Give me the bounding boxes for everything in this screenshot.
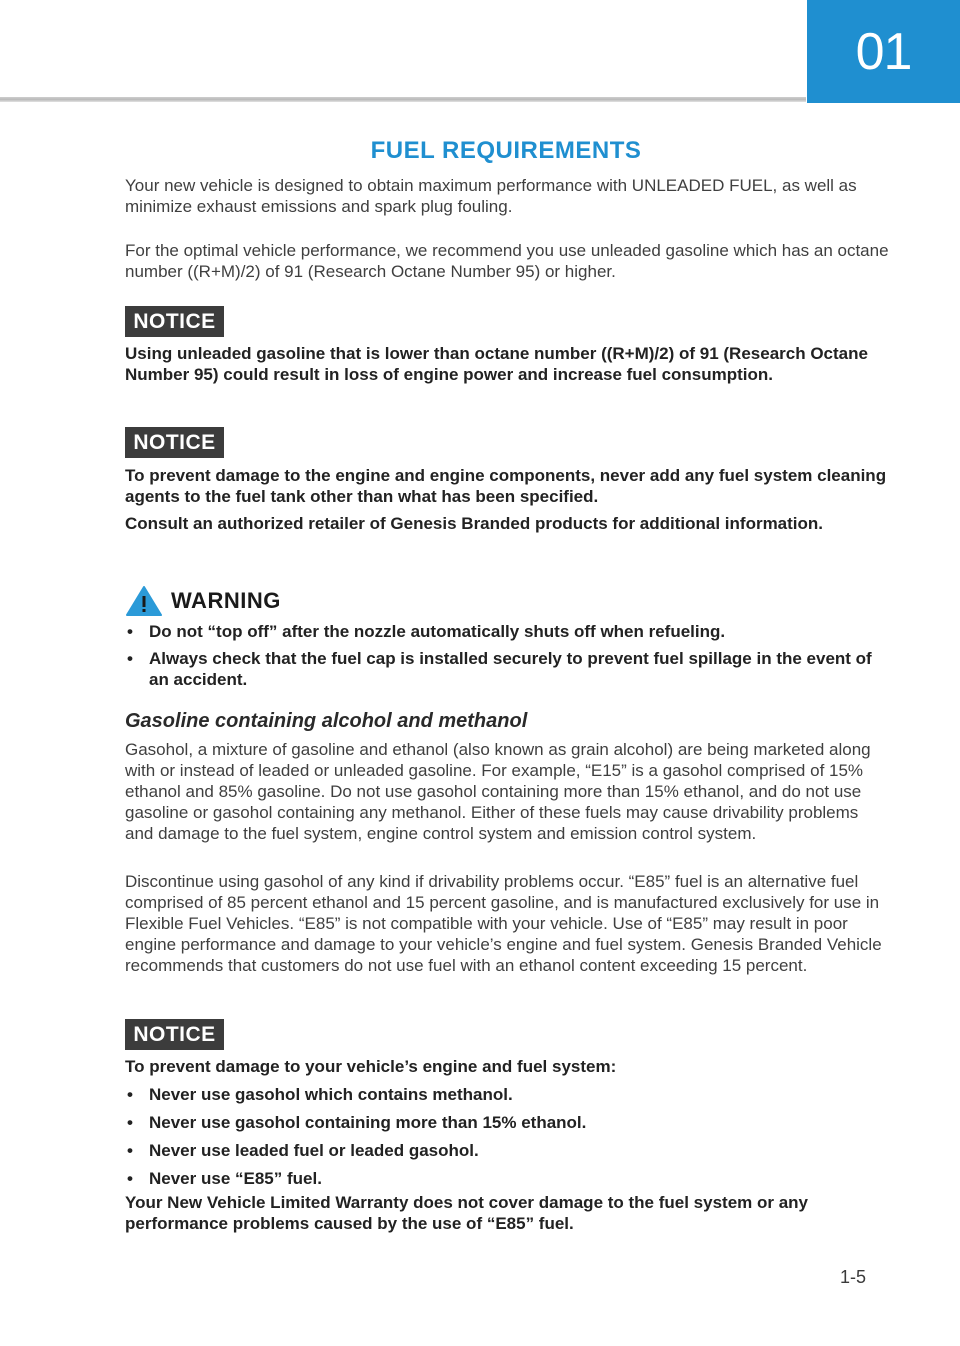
warning-item [125,621,890,642]
notice-1-text: Using unleaded gasoline that is lower than octane number ((R+M)/2) of 91 (Research Octane Number 95) could result in loss of engine power and increase fuel consumption. [125,344,868,384]
chapter-tab: 01 [807,0,960,103]
warning-list [125,621,890,690]
warning-item-text: Do not “top off” after the nozzle automatically shuts off when refueling. [149,622,726,641]
bullet-dot: • [127,622,133,641]
notice-3-list [125,1084,890,1189]
intro-paragraph-2: For the optimal vehicle performance, we recommend you use unleaded gasoline which has an octane number ((R+M)/2) of 91 (Research Octane Number 95) or higher. [125,241,889,281]
notice-3-outro: Your New Vehicle Limited Warranty does not cover damage to the fuel system or any performance problems caused by the use of “E85” fuel. [125,1193,809,1233]
notice-badge-2: NOTICE [125,427,224,458]
warning-item [125,648,890,690]
notice-item [125,1168,890,1189]
notice-item-text: Never use leaded fuel or leaded gasohol. [149,1141,479,1160]
gasoline-paragraph-1: Gasohol, a mixture of gasoline and ethanol (also known as grain alcohol) are being marketed along with or instead of leaded or unleaded gasoline. For example, “E15” is a gasohol comprised of 15% ethanol and 85% gasoline. Do not use gasohol containing more than 15% ethanol, and do not use gasoline or gasohol containing any methanol. Either of these fuels may cause drivability problems and damage to the fuel system, engine control system and emission control system. [125,740,871,843]
page-number: 1-5 [840,1267,867,1287]
notice-item [125,1112,890,1133]
notice-item-text: Never use “E85” fuel. [149,1169,322,1188]
gasoline-paragraph-2: Discontinue using gasohol of any kind if drivability problems occur. “E85” fuel is an alternative fuel comprised of 85 percent ethanol and 15 percent gasoline, and is manufactured exclusively for use in Flexible Fuel Vehicles. “E85” is not compatible with your vehicle. Use of “E85” may result in poor engine performance and damage to your vehicle’s engine and fuel system. Genesis Branded Vehicle recommends that customers do not use fuel with an ethanol content exceeding 15 percent. [125,872,882,975]
bullet-dot: • [127,1113,133,1132]
notice-item [125,1084,890,1105]
header-rule [0,97,806,102]
notice-item-text: Never use gasohol containing more than 15% ethanol. [149,1113,587,1132]
bullet-dot: • [127,649,133,668]
notice-3-intro: To prevent damage to your vehicle’s engine and fuel system: [125,1057,617,1076]
notice-item-text: Never use gasohol which contains methanol. [149,1085,513,1104]
bullet-dot: • [127,1169,133,1188]
warning-label: WARNING [171,588,281,613]
section-title: FUEL REQUIREMENTS [370,137,642,164]
warning-header [125,585,281,617]
notice-2-paragraph-1: To prevent damage to the engine and engine components, never add any fuel system cleaning agents to the fuel tank other than what has been specified. [125,466,887,506]
notice-item [125,1140,890,1161]
bullet-dot: • [127,1141,133,1160]
bullet-dot: • [127,1085,133,1104]
warning-triangle-icon [125,585,163,617]
gasoline-section-heading: Gasoline containing alcohol and methanol [125,710,528,732]
notice-2-paragraph-2: Consult an authorized retailer of Genesis Branded products for additional information. [125,514,824,533]
warning-item-text: Always check that the fuel cap is installed securely to prevent fuel spillage in the event of an accident. [149,649,872,689]
notice-badge-3: NOTICE [125,1019,224,1050]
intro-paragraph-1: Your new vehicle is designed to obtain maximum performance with UNLEADED FUEL, as well as minimize exhaust emissions and spark plug fouling. [125,176,857,216]
notice-badge-1: NOTICE [125,306,224,337]
